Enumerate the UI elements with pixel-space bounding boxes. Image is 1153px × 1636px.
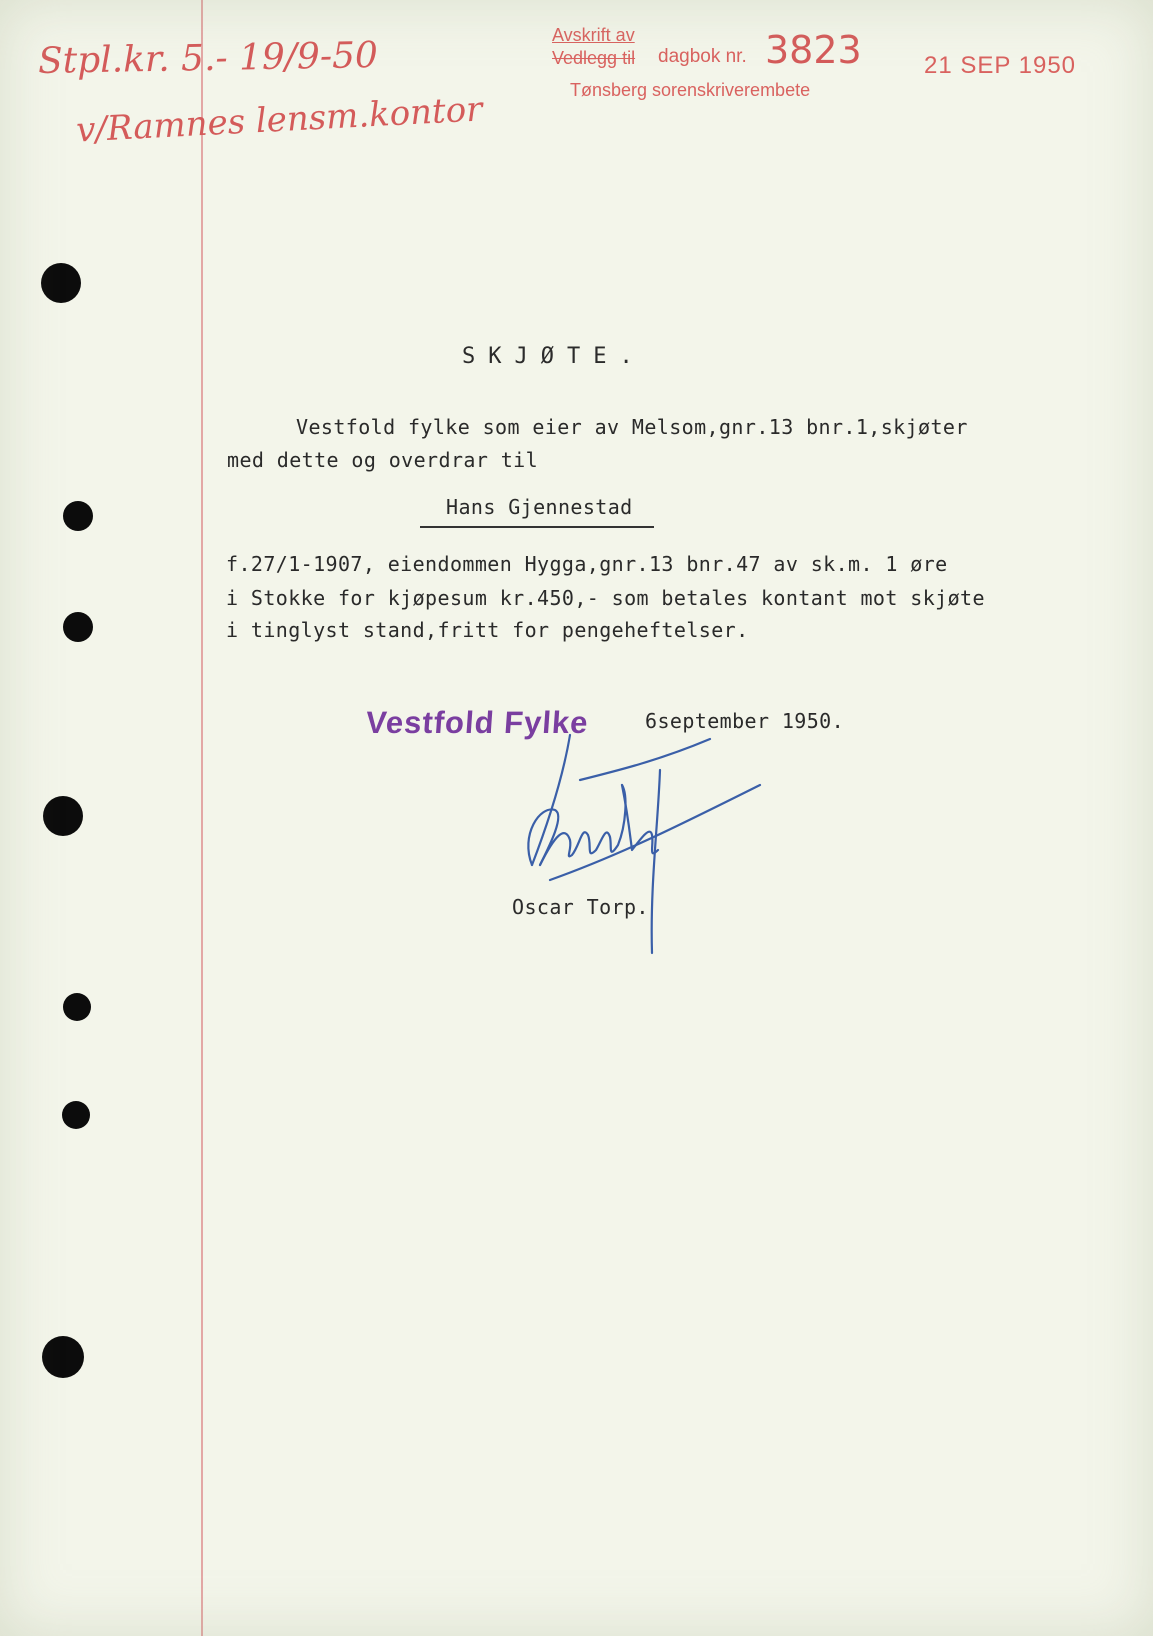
punch-hole xyxy=(63,501,93,531)
stamp-avskrift: Avskrift av xyxy=(552,25,635,45)
handwritten-office-note: v/Ramnes lensm.kontor xyxy=(75,89,484,151)
stamp-vedlegg: Vedlegg til xyxy=(552,48,636,68)
punch-hole xyxy=(62,1101,90,1129)
signer-name: Oscar Torp. xyxy=(512,895,649,919)
signature-date: 6september 1950. xyxy=(645,709,845,733)
handwritten-stamp-fee: Stpl.kr. 5.- 19/9-50 xyxy=(37,35,379,82)
punch-hole xyxy=(41,263,81,303)
date-stamp: 21 SEP 1950 xyxy=(924,52,1077,79)
body-line: i Stokke for kjøpesum kr.450,- som betales kontant mot skjøte xyxy=(226,586,985,610)
punch-hole xyxy=(63,612,93,642)
body-line: i tinglyst stand,fritt for pengeheftelser. xyxy=(226,618,749,642)
stamp-dagbok: dagbok nr. xyxy=(658,46,747,67)
punch-hole xyxy=(43,796,83,836)
dagbok-number: 3823 xyxy=(765,28,862,72)
punch-hole xyxy=(42,1336,84,1378)
body-line: med dette og overdrar til xyxy=(227,448,539,472)
signature-scribble xyxy=(510,725,770,965)
body-line: f.27/1-1907, eiendommen Hygga,gnr.13 bnr.47 av sk.m. 1 øre xyxy=(226,552,948,576)
grantee-name: Hans Gjennestad xyxy=(446,495,633,519)
grantee-underline xyxy=(420,526,654,528)
signatory-stamp: Vestfold Fylke xyxy=(364,705,590,740)
margin-rule xyxy=(201,0,203,1636)
document-title: SKJØTE. xyxy=(462,344,646,369)
stamp-court: Tønsberg sorenskriverembete xyxy=(570,80,811,100)
body-line: Vestfold fylke som eier av Melsom,gnr.13 bnr.1,skjøter xyxy=(296,415,968,439)
punch-hole xyxy=(63,993,91,1021)
